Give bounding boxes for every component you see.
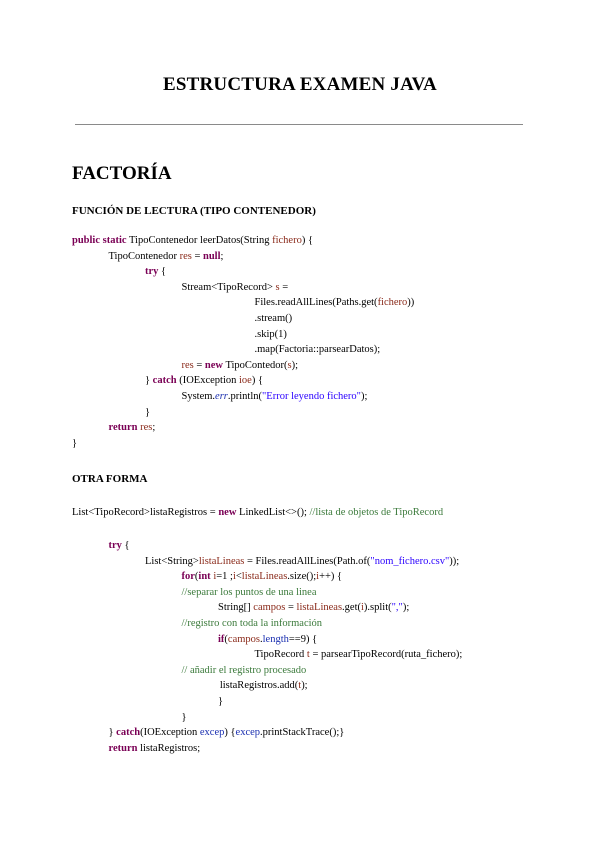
code-token: .map(Factoria::parsearDatos); [254,344,381,356]
code-token: length [262,633,289,645]
code-line [72,327,414,343]
horizontal-rule [75,124,523,125]
code-token: try [108,540,122,551]
code-token: campos [227,633,260,645]
code-token: ).split( [363,602,392,614]
code-token: i [361,602,364,614]
code-token: s [275,281,280,293]
code-line [72,373,414,389]
code-line [72,585,462,601]
code-token: .skip(1) [254,328,287,340]
code-token: TipoContenedor [108,250,180,262]
code-token: public static [72,235,127,246]
code-token: "nom_fichero.csv" [370,555,450,567]
code-token: String[] [218,602,254,614]
code-token: listaRegistros.add( [219,680,299,692]
code-token: ) { [251,375,263,387]
code-token: // añadir el registro procesado [181,664,307,676]
code-token: listaLineas [296,602,343,614]
code-line [72,632,462,648]
code-token: //separar los puntos de una linea [181,586,317,598]
code-token: } [108,727,117,739]
code-line [72,694,462,710]
code-token: null [203,250,221,262]
code-token: return [108,742,138,754]
code-token: ); [291,359,299,371]
code-line [72,405,414,421]
code-token: LinkedList<>(); [236,507,310,518]
code-block-leer-datos [72,233,414,451]
code-line [72,505,443,521]
code-block-otra-forma [72,538,462,756]
code-token: TipoContedor( [223,359,288,371]
code-token: Files.readAllLines(Paths.get( [254,297,378,309]
code-token: { [121,540,130,551]
code-token: List<TipoRecord>listaRegistros = [72,507,219,518]
code-token: ); [301,680,308,692]
code-token: .stream() [254,312,293,324]
code-token: new [204,359,224,371]
code-token: "Error leyendo fichero" [262,390,361,402]
code-token: List<String> [145,555,199,567]
code-line [72,663,462,679]
code-token: try [145,266,159,278]
code-token: ); [402,602,410,614]
code-token: ++) { [319,571,343,583]
code-token: return [108,422,138,434]
code-token: ( [194,571,199,583]
code-token: excep [235,727,261,739]
code-token: ); [360,390,368,402]
code-token: { [158,266,167,278]
code-token: if [218,633,225,645]
code-token: ==9) { [288,633,318,645]
code-token: } [218,695,224,707]
code-token: listaLineas [198,555,245,567]
code-token: "," [391,602,403,614]
code-token: } [181,711,187,723]
code-line [72,569,462,585]
code-token: s [287,359,292,371]
code-token: fichero [377,297,408,309]
document-title: ESTRUCTURA EXAMEN JAVA [163,74,437,95]
code-line [72,741,462,757]
code-token: TipoRecord [254,649,307,661]
code-token: ; [220,250,224,262]
code-line [72,554,462,570]
code-token: .get( [342,602,361,614]
code-line [72,725,462,741]
code-token: campos [253,602,286,614]
subsection-heading-lectura: FUNCIÓN DE LECTURA (TIPO CONTENEDOR) [72,205,316,217]
code-token: < [235,571,242,583]
code-token: =1 ; [216,571,233,583]
code-line [72,389,414,405]
code-line [72,678,462,694]
code-token: .println( [227,390,263,402]
code-line [72,600,462,616]
code-line [72,710,462,726]
code-token: catch [152,375,177,387]
section-heading: FACTORÍA [72,163,172,184]
code-line [72,647,462,663]
code-token: //lista de objetos de TipoRecord [309,507,444,518]
code-token: )); [449,555,460,567]
code-token: = [285,602,297,614]
code-token: } [145,406,151,418]
code-token: ( [224,633,228,645]
code-token: i [232,571,236,583]
code-token: listaLineas [241,571,288,583]
code-token: } [145,375,153,387]
code-token: = parsearTipoRecord(ruta_fichero); [309,649,463,661]
code-token: i [316,571,320,583]
code-token: for [181,571,195,583]
code-token: Stream<TipoRecord> [181,281,276,293]
code-token: listaRegistros; [137,742,201,754]
code-line [72,249,414,265]
code-token: new [218,507,237,518]
code-token: fichero [272,235,302,246]
code-token: excep [199,727,225,739]
code-token: t [306,649,310,661]
code-token: (IOException [176,375,239,387]
code-line [72,295,414,311]
code-token: (IOException [140,727,200,739]
code-token: //registro con toda la información [181,617,323,629]
code-line [72,616,462,632]
code-line [72,311,414,327]
code-token: System. [181,390,216,402]
code-token: = [191,250,203,262]
code-token: res [140,422,153,434]
code-token: ioe [239,375,252,387]
code-line [72,233,414,249]
code-token: res [181,359,194,371]
code-token: .size(); [287,571,317,583]
code-token: = Files.readAllLines(Path.of( [244,555,371,567]
code-token: )) [407,297,415,309]
code-line [72,342,414,358]
code-line [72,420,414,436]
code-line [72,436,414,452]
code-line [72,538,462,554]
code-line [72,358,414,374]
code-token: ; [152,422,156,434]
code-token: } [72,437,78,449]
code-token: catch [116,727,141,739]
code-line [72,280,414,296]
code-token: = [279,281,289,293]
code-line [72,264,414,280]
code-token: . [260,633,263,645]
code-token: int [198,571,211,583]
code-token: res [179,250,192,262]
code-token: TipoContenedor leerDatos(String [126,235,273,246]
code-token: t [298,680,302,692]
code-line-lista-registros [72,505,443,521]
subsection-heading-otra-forma: OTRA FORMA [72,473,148,485]
code-token: ) { [224,727,236,739]
code-token: .printStackTrace();} [260,727,345,739]
code-token: i [213,571,217,583]
code-token: err [215,390,228,402]
code-token: ) { [301,235,313,246]
code-token: = [193,359,205,371]
